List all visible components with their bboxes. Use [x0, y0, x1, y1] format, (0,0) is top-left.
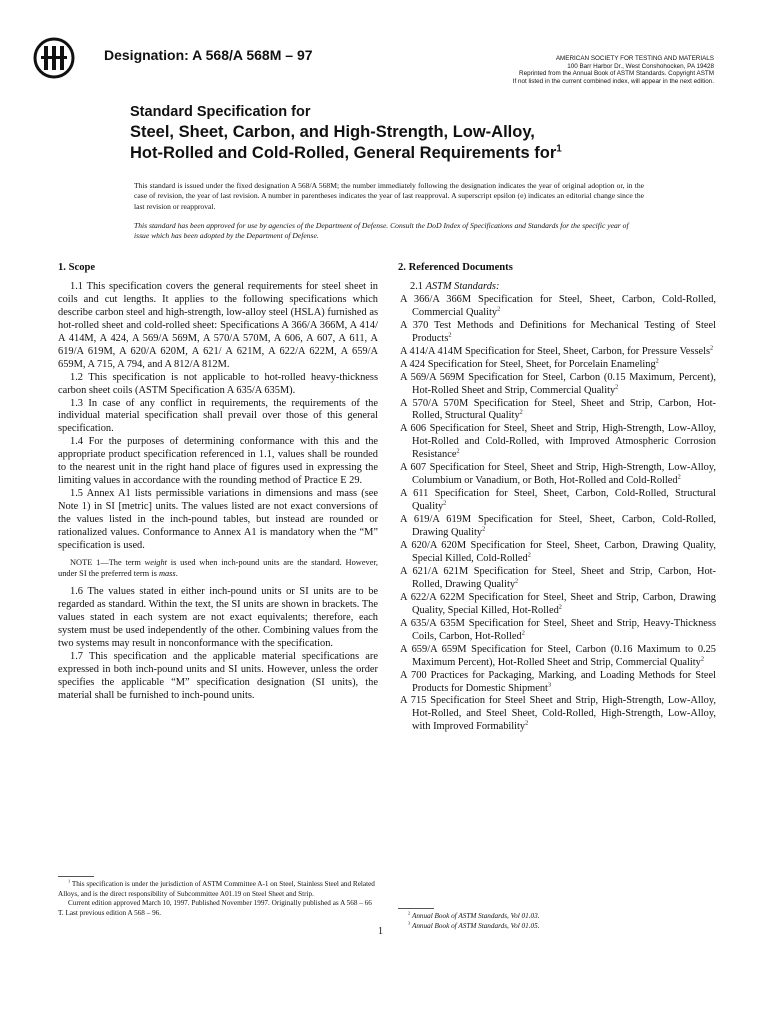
publisher-line: 100 Barr Harbor Dr., West Conshohocken, PA 19428 [567, 62, 714, 70]
reference-item: A 622/A 622M Specification for Steel, Sheet and Strip, Carbon, Drawing Quality, Special Killed, Hot-Rolled$^2$ [400, 591, 716, 616]
section-heading-referenced-documents: 2. Referenced Documents [398, 262, 513, 273]
document-title [130, 102, 562, 164]
reference-item: A 366/A 366M Specification for Steel, Sheet, Carbon, Cold-Rolled, Commercial Quality$^2$ [400, 293, 716, 318]
reference-item: A 619/A 619M Specification for Steel, Sheet, Carbon, Cold-Rolled, Drawing Quality$^2$ [400, 514, 716, 539]
publisher-line: If not listed in the current combined index, will appear in the next edition. [512, 77, 714, 85]
subsection-2-1: 2.1 ASTM Standards: [410, 280, 500, 292]
reference-list [398, 294, 716, 734]
footnote-rule [398, 908, 434, 909]
paragraph-1-7: 1.7 This specification and the applicable material specifications are expressed in both inch-pound units and SI units. However, unless the order specifies the applicable “M” specification designation (SI units), the material shall be furnished to inch-pound units. [58, 650, 378, 701]
note-1: NOTE 1—The term weight is used when inch-pound units are the standard. However, under SI the preferred term is mass. [58, 557, 378, 578]
title-line-3: Hot-Rolled and Cold-Rolled, General Requirements for$^1$ [130, 143, 562, 162]
issuance-notice: This standard is issued under the fixed designation A 568/A 568M; the number immediately following the designation indicates the year of original adoption or, in the case of revision, the year of last revision. A number in parentheses indicates the year of last reapproval. A superscript epsilon (e) indicates an editorial change since the last revision or reapproval. [134, 181, 644, 211]
astm-logo-icon [33, 37, 75, 79]
reference-item: A 659/A 659M Specification for Steel, Carbon (0.16 Maximum to 0.25 Maximum Percent), Hot-Rolled Sheet and Strip, Commercial Quality$^2$ [400, 643, 716, 668]
title-line-1: Standard Specification for [130, 104, 311, 120]
paragraph-1-4: 1.4 For the purposes of determining conformance with this and the appropriate product specification referenced in 1.1, values shall be rounded to the nearest unit in the right hand place of figures used in expressing the limiting values in accordance with the rounding method of Practice E 29. [58, 436, 378, 487]
footnote-1: $^1$ This specification is under the jurisdiction of ASTM Committee A-1 on Steel, Stainless Steel and Related Alloys, and is the direct responsibility of Subcommittee A01.19 on Steel Sheet and Strip. [58, 878, 375, 898]
publisher-info [424, 55, 714, 85]
designation: Designation: A 568/A 568M – 97 [104, 47, 313, 63]
reference-item: A 424 Specification for Steel, Sheet, for Porcelain Enameling$^2$ [400, 357, 659, 370]
reference-item: A 414/A 414M Specification for Steel, Sheet, Carbon, for Pressure Vessels$^2$ [400, 344, 714, 357]
dod-notice: This standard has been approved for use by agencies of the Department of Defense. Consult the DoD Index of Specifications and Standards for the specific year of issue which has been adopted by the Department of Defense. [134, 221, 629, 241]
reference-item: A 700 Practices for Packaging, Marking, and Loading Methods for Steel Products for Domestic Shipment$^3$ [400, 669, 716, 694]
reference-item: A 715 Specification for Steel Sheet and Strip, High-Strength, Low-Alloy, Hot-Rolled, and Steel Sheet, Cold-Rolled, High-Strength, Low-Alloy, with Improved Formability$^2$ [400, 695, 716, 733]
right-column [398, 262, 716, 734]
reference-item: A 621/A 621M Specification for Steel, Sheet and Strip, Carbon, Hot-Rolled, Drawing Quality$^2$ [400, 565, 716, 590]
paragraph-1-2: 1.2 This specification is not applicable to hot-rolled heavy-thickness carbon sheet coils (ASTM Specification A 635/A 635M). [58, 371, 378, 396]
reference-item: A 607 Specification for Steel, Sheet and Strip, High-Strength, Low-Alloy, Columbium or Vanadium, or Both, Hot-Rolled and Cold-Rolled$^2$ [400, 462, 716, 487]
paragraph-1-1: 1.1 This specification covers the general requirements for steel sheet in coils and cut lengths. It applies to the following specifications which describe carbon steel and high-strength, low-alloy steel (HSLA) furnished as hot-rolled sheet and cold-rolled sheet: Specifications A 366/A 366M, A 414/ A 414M, A 424, A 569/A 569M, A 570/A 570M, A 606, A 607, A 611, A 619/A 619M, A 620/A 620M, A 621/ A 621M, A 622/A 622M, A 659/A 659M, A 715, A 794, and A 812/A 812M. [58, 280, 378, 370]
title-line-2: Steel, Sheet, Carbon, and High-Strength, Low-Alloy, [130, 123, 535, 141]
publisher-line: AMERICAN SOCIETY FOR TESTING AND MATERIALS [555, 55, 714, 62]
left-column [58, 262, 378, 703]
footnote-rule [58, 876, 94, 877]
footnotes-right [398, 912, 716, 931]
publisher-line: Reprinted from the Annual Book of ASTM Standards. Copyright ASTM [519, 70, 714, 78]
footnotes-left [58, 880, 378, 918]
reference-item: A 635/A 635M Specification for Steel, Sheet and Strip, Heavy-Thickness Coils, Carbon, Hot-Rolled$^2$ [400, 617, 716, 642]
section-heading-scope: 1. Scope [58, 262, 96, 273]
paragraph-1-5: 1.5 Annex A1 lists permissible variations in dimensions and mass (see Note 1) in SI [metric] units. The values listed are not exact conversions of the values listed in the inch-pound tables, but instead are rounded or rationalized values. Conformance to Annex A1 is mandatory when the “M” specification is used. [58, 488, 378, 552]
footnote-ref: 1 [556, 143, 562, 155]
footnote-3: $^3$ Annual Book of ASTM Standards, Vol 01.05. [408, 920, 540, 930]
footnote-2: $^2$ Annual Book of ASTM Standards, Vol 01.03. [408, 910, 540, 920]
reference-item: A 370 Test Methods and Definitions for Mechanical Testing of Steel Products$^2$ [400, 319, 716, 344]
paragraph-1-6: 1.6 The values stated in either inch-pound units or SI units are to be regarded as standard. Within the text, the SI units are shown in brackets. The values stated in each system are not exact equivalents; therefore, each system must be used independently of the other. Combining values from the two systems may result in nonconformance with the specification. [58, 585, 378, 649]
reference-item: A 570/A 570M Specification for Steel, Sheet and Strip, Carbon, Hot-Rolled, Structural Quality$^2$ [400, 397, 716, 422]
footnote-1-edition: Current edition approved March 10, 1997. Published November 1997. Originally published as A 568 – 66 T. Last previous edition A 568 – 96. [58, 899, 372, 917]
reference-item: A 620/A 620M Specification for Steel, Sheet, Carbon, Drawing Quality, Special Killed, Cold-Rolled$^2$ [400, 540, 716, 564]
page-number: 1 [378, 926, 383, 937]
reference-item: A 606 Specification for Steel, Sheet and Strip, High-Strength, Low-Alloy, Hot-Rolled and Cold-Rolled, with Improved Atmospheric Corrosion Resistance$^2$ [400, 423, 716, 461]
reference-item: A 569/A 569M Specification for Steel, Carbon (0.15 Maximum, Percent), Hot-Rolled Sheet and Strip, Commercial Quality$^2$ [400, 371, 716, 396]
paragraph-1-3: 1.3 In case of any conflict in requirements, the requirements of the individual material specification shall prevail over those of this general specification. [58, 397, 378, 435]
reference-item: A 611 Specification for Steel, Sheet, Carbon, Cold-Rolled, Structural Quality$^2$ [400, 488, 716, 513]
